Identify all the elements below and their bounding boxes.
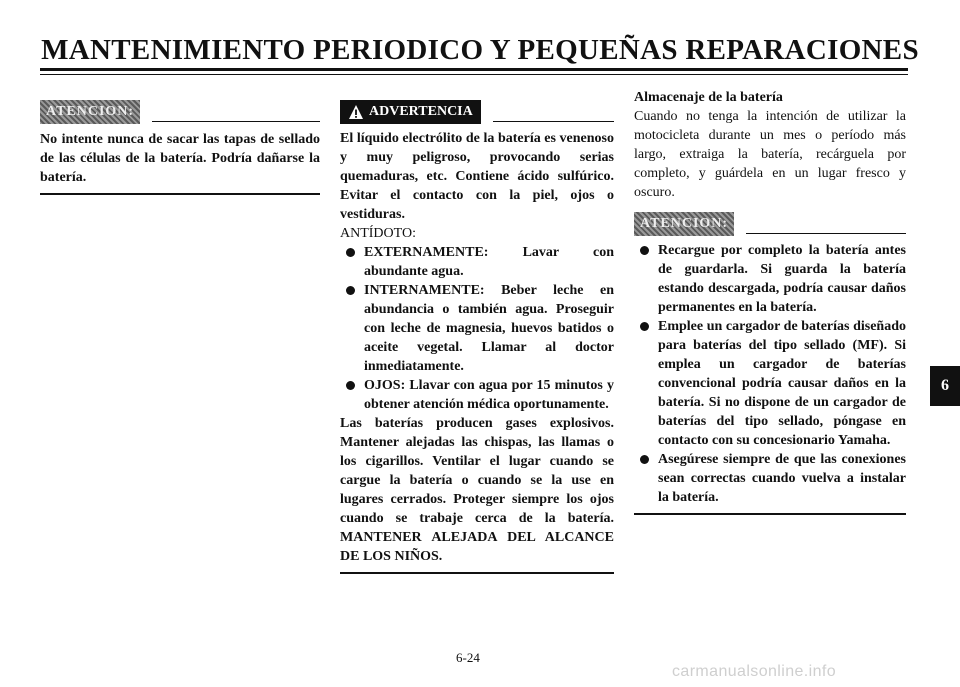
bullet-icon	[346, 381, 355, 390]
caution-text: No intente nunca de sacar las tapas de sellado de las células de la batería. Podría dañarse la batería.	[40, 132, 320, 185]
antidote-item: EXTERNAMENTE: Lavar con abundante agua.	[340, 243, 614, 281]
page-title: MANTENIMIENTO PERIODICO Y PEQUEÑAS REPARACIONES	[41, 34, 919, 66]
left-column	[40, 100, 320, 195]
caution-item: Asegúrese siempre de que las conexiones sean correctas cuando vuelva a instalar la batería.	[634, 450, 906, 507]
warning-badge-label: ADVERTENCIA	[369, 104, 473, 119]
bullet-icon	[640, 455, 649, 464]
storage-caution-end-rule	[634, 513, 906, 515]
storage-caution-badge: ATENCION:	[634, 212, 734, 236]
warning-intro: El líquido electrólito de la batería es venenoso y muy peligroso, provocando serias quemaduras, etc. Contiene ácido sulfúrico. Evitar el contacto con la piel, ojos o vestiduras.	[340, 131, 614, 222]
middle-column	[340, 100, 614, 574]
antidote-item: OJOS: Llavar con agua por 15 minutos y obtener atención médica oportunamente.	[340, 376, 614, 414]
bullet-icon	[346, 286, 355, 295]
bullet-icon	[640, 322, 649, 331]
page-number: 6-24	[456, 650, 480, 665]
chapter-tab: 6	[930, 366, 960, 406]
antidote-list	[340, 243, 614, 414]
caution-header-line	[152, 121, 320, 122]
warning-triangle-icon	[348, 104, 364, 120]
storage-title: Almacenaje de la batería	[634, 90, 783, 105]
storage-text: Cuando no tenga la intención de utilizar la motocicleta durante un mes o período más largo, extraiga la batería, recárguela por completo, y guárdela en un lugar fresco y oscuro.	[634, 109, 906, 200]
antidote-item: INTERNAMENTE: Beber leche en abundancia o también agua. Proseguir con leche de magnesia, huevos batidos o aceite vegetal. Llamar al doctor inmediatamente.	[340, 281, 614, 376]
warning-header-line	[493, 121, 614, 122]
storage-caution-list	[634, 241, 906, 507]
bullet-icon	[640, 246, 649, 255]
caution-item: Recargue por completo la batería antes de guardarla. Si guarda la batería estando descargada, podría causar daños permanentes en la batería.	[634, 241, 906, 317]
bullet-icon	[346, 248, 355, 257]
watermark: carmanualsonline.info	[672, 663, 837, 680]
antidote-label: ANTÍDOTO:	[340, 226, 416, 241]
storage-caution-header	[634, 212, 906, 236]
caution-badge: ATENCION:	[40, 100, 140, 124]
warning-end-rule	[340, 572, 614, 574]
warning-header	[340, 100, 614, 124]
caution-item: Emplee un cargador de baterías diseñado para baterías del tipo sellado (MF). Si emplea un cargador de baterías convencional podría causar daños en la batería. Si no dispone de un cargador de baterías del tipo sellado, póngase en contacto con su concesionario Yamaha.	[634, 317, 906, 450]
warning-badge	[340, 100, 481, 124]
storage-caution-header-line	[746, 233, 906, 234]
warning-closing: Las baterías producen gases explosivos. Mantener alejadas las chispas, las llamas o los cigarillos. Ventilar el lugar cuando se cargue la batería o cuando se la use en lugares cerrados. Proteger siempre los ojos cuando se trabaje cerca de la batería. MANTENER ALEJADA DEL ALCANCE DE LOS NIÑOS.	[340, 416, 614, 564]
caution-end-rule	[40, 193, 320, 195]
right-column	[634, 88, 906, 515]
caution-header	[40, 100, 320, 124]
title-rule-thick	[40, 68, 908, 71]
title-rule-thin	[40, 74, 908, 75]
